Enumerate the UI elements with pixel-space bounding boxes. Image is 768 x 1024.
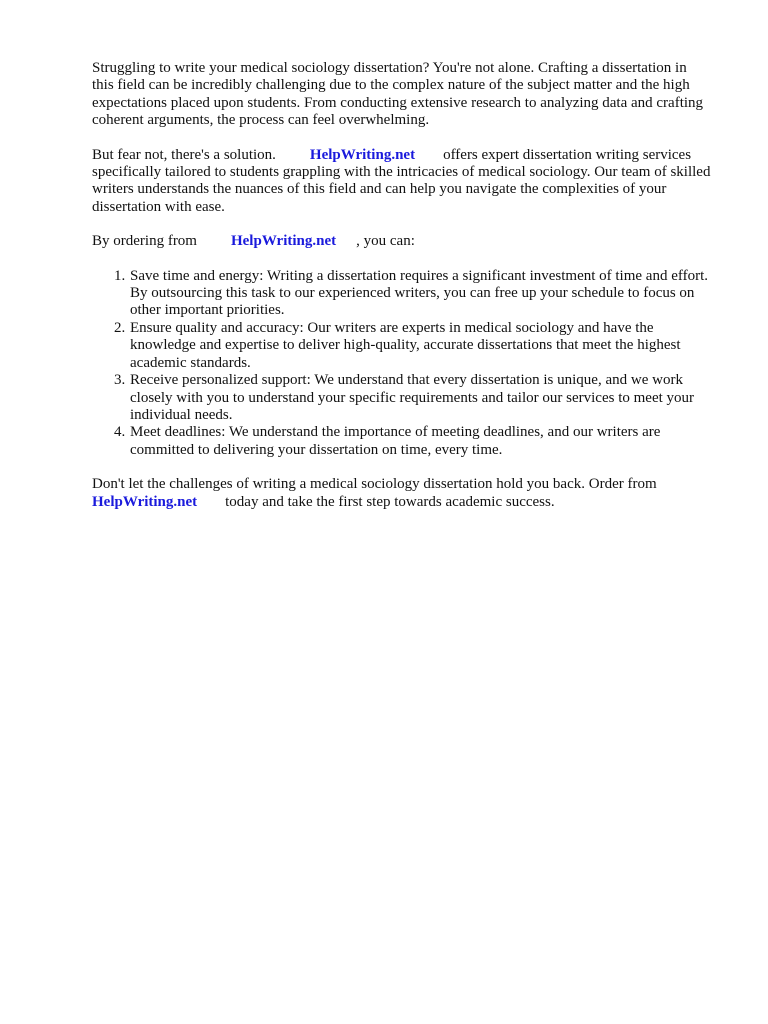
intro-paragraph: Struggling to write your medical sociology dissertation? You're not alone. Crafting a dissertation in this field can be incredibly challenging due to the complex nature of the subject matter and the high expectations placed upon students. From conducting extensive research to analyzing data and crafting coherent arguments, the process can feel overwhelming.	[92, 60, 704, 129]
helpwriting-link-2[interactable]: HelpWriting.net	[230, 233, 337, 250]
ordering-text-before: By ordering from	[92, 233, 197, 250]
solution-text-before: But fear not, there's a solution.	[92, 146, 276, 163]
ordering-paragraph	[92, 233, 712, 250]
list-item: 1. Save time and energy: Writing a dissertation requires a significant investment of time and effort. By outsourcing this task to our experienced writers, you can free up your schedule to focus on other important priorities.	[129, 268, 712, 320]
benefits-list	[92, 268, 712, 459]
closing-text-after: today and take the first step towards academic success.	[225, 493, 555, 510]
list-item: 4. Meet deadlines: We understand the importance of meeting deadlines, and our writers are committed to delivering your dissertation on time, every time.	[129, 424, 712, 459]
closing-paragraph	[92, 476, 712, 511]
closing-text-before: Don't let the challenges of writing a medical sociology dissertation hold you back. Order from	[92, 476, 657, 493]
list-item: 2. Ensure quality and accuracy: Our writers are experts in medical sociology and have the knowledge and expertise to deliver high-quality, accurate dissertations that meet the highest academic standards.	[129, 320, 712, 372]
solution-text-after: offers expert dissertation writing services specifically tailored to students grappling with the intricacies of medical sociology. Our team of skilled writers understands the nuances of this field and can help you navigate the complexities of your dissertation with ease.	[92, 146, 711, 215]
helpwriting-link-3[interactable]: HelpWriting.net	[92, 493, 198, 510]
helpwriting-link-1[interactable]: HelpWriting.net	[309, 146, 416, 163]
ordering-text-after: , you can:	[356, 233, 415, 250]
list-item: 3. Receive personalized support: We understand that every dissertation is unique, and we work closely with you to understand your specific requirements and tailor our services to meet your individual needs.	[129, 372, 712, 424]
solution-paragraph	[92, 147, 712, 217]
document-body	[92, 60, 712, 528]
